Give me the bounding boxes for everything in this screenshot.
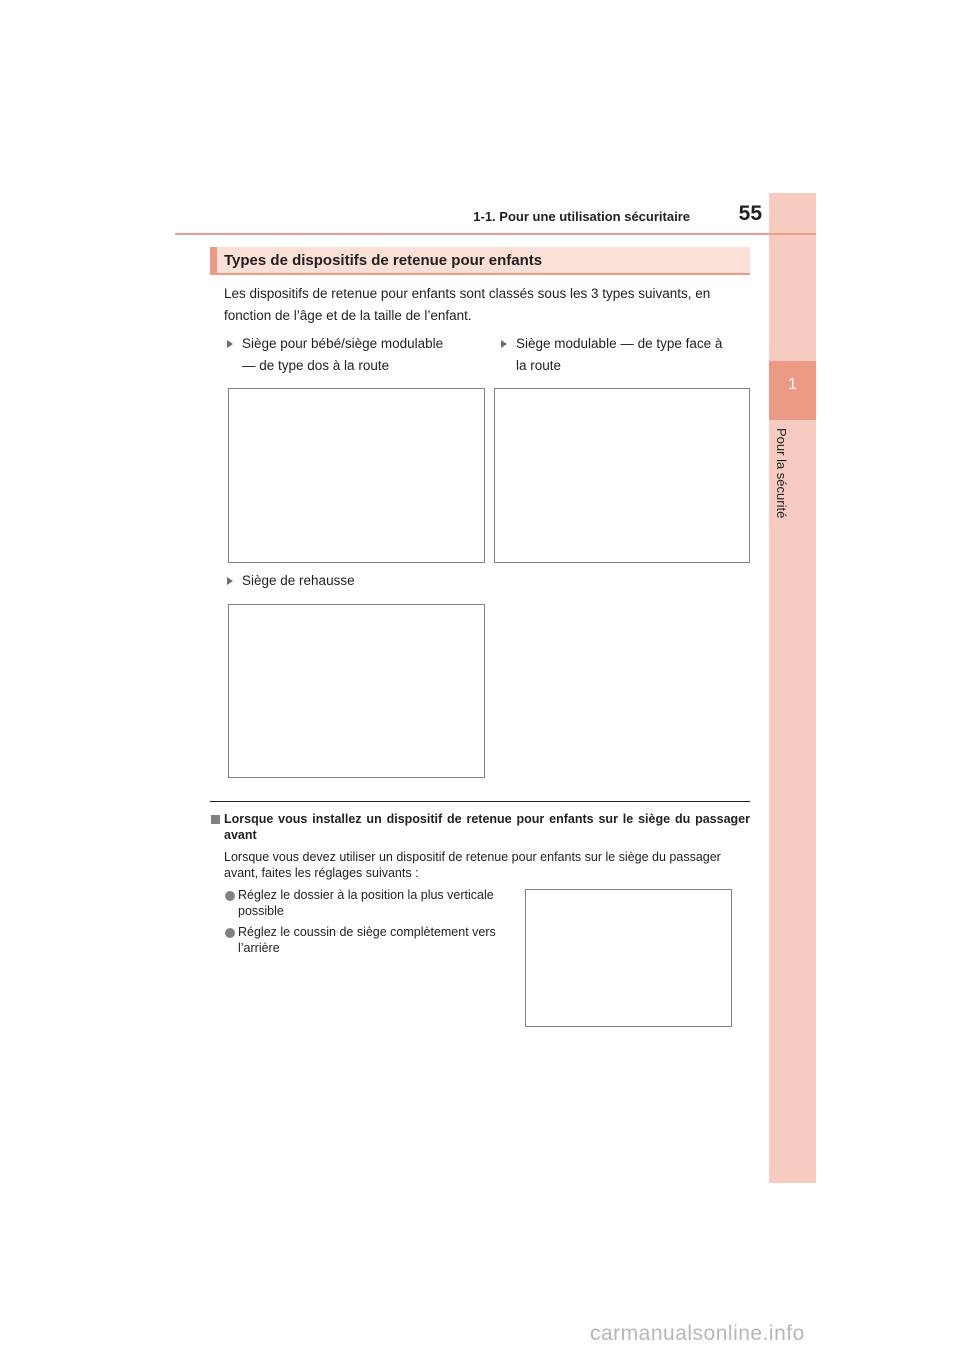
bullet-item-seatback: Réglez le dossier à la position la plus verticale possible bbox=[238, 888, 494, 918]
illustration-rear-facing-seat bbox=[228, 388, 485, 563]
section-intro: Les dispositifs de retenue pour enfants sont classés sous les 3 types suivants, en fonction de l’âge et de la taille de l’enfant. bbox=[224, 286, 711, 323]
chapter-number: 1 bbox=[788, 376, 797, 393]
triangle-bullet-icon bbox=[227, 577, 233, 585]
type-item-label-line1: Siège pour bébé/siège modulable bbox=[242, 336, 444, 351]
type-item-label bbox=[242, 333, 481, 377]
subsection-title: Lorsque vous installez un dispositif de retenue pour enfants sur le siège du passager avant bbox=[224, 812, 750, 842]
type-item-label-line2: — de type dos à la route bbox=[242, 358, 390, 373]
illustration-front-passenger-seat bbox=[525, 889, 732, 1027]
chapter-label: Pour la sécurité bbox=[774, 428, 789, 519]
page-number: 55 bbox=[738, 202, 762, 225]
illustration-forward-facing-seat bbox=[494, 388, 750, 563]
watermark: carmanualsonline.info bbox=[590, 1322, 805, 1345]
chapter-side-tab bbox=[769, 193, 816, 1183]
triangle-bullet-icon bbox=[227, 340, 233, 348]
triangle-bullet-icon bbox=[501, 340, 507, 348]
type-item-label: Siège de rehausse bbox=[242, 573, 355, 588]
header-rule bbox=[175, 233, 816, 235]
bullet-item-seat-cushion: Réglez le coussin de siège complètement vers l’arrière bbox=[238, 925, 496, 955]
type-item-label-line2: la route bbox=[516, 358, 562, 373]
illustration-booster-seat bbox=[228, 604, 485, 778]
circle-bullet-icon bbox=[225, 891, 235, 901]
type-item-booster bbox=[227, 570, 467, 592]
type-item-forward-facing bbox=[501, 333, 749, 377]
subsection-body: Lorsque vous devez utiliser un dispositif de retenue pour enfants sur le siège du passager avant, faites les réglages suivants : bbox=[224, 850, 721, 880]
subsection-rule bbox=[210, 801, 750, 802]
section-heading: Types de dispositifs de retenue pour enfants bbox=[224, 252, 543, 269]
section-heading-marker bbox=[210, 247, 217, 274]
circle-bullet-icon bbox=[225, 928, 235, 938]
running-header-title: 1-1. Pour une utilisation sécuritaire bbox=[473, 209, 690, 224]
type-item-label bbox=[516, 333, 722, 377]
type-item-rear-facing bbox=[227, 333, 481, 377]
type-item-label-line1: Siège modulable — de type face à bbox=[516, 336, 723, 351]
square-bullet-icon bbox=[211, 815, 220, 824]
section-heading-underline bbox=[210, 273, 750, 275]
